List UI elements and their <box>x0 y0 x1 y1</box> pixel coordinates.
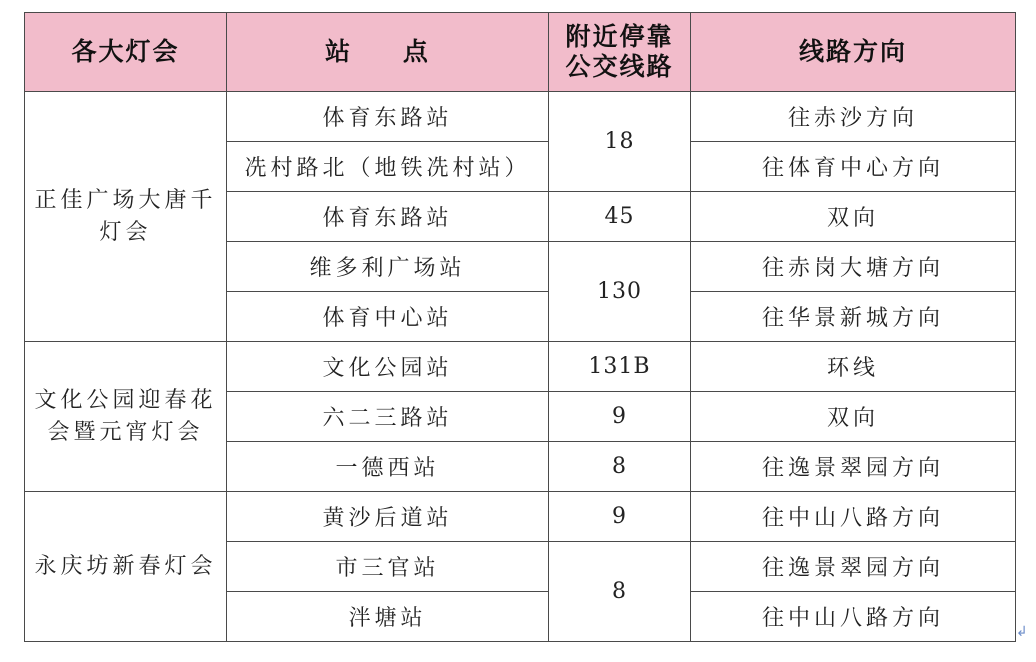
station-cell: 体育东路站 <box>227 192 549 242</box>
station-cell: 黄沙后道站 <box>227 492 549 542</box>
table-row <box>25 492 1016 542</box>
station-cell: 冼村路北（地铁冼村站） <box>227 142 549 192</box>
station-cell: 体育中心站 <box>227 292 549 342</box>
station-cell: 体育东路站 <box>227 92 549 142</box>
header-direction: 线路方向 <box>691 13 1016 92</box>
direction-cell: 往中山八路方向 <box>691 492 1016 542</box>
venue-name-line1: 文化公园迎春花 <box>34 387 217 413</box>
venue-name-line2: 灯会 <box>99 219 152 245</box>
route-cell: 45 <box>549 192 691 242</box>
route-cell: 9 <box>549 392 691 442</box>
venue-name-line2: 会暨元宵灯会 <box>47 419 204 445</box>
route-cell: 9 <box>549 492 691 542</box>
venue-name-line1: 正佳广场大唐千 <box>34 187 217 213</box>
header-route <box>549 13 691 92</box>
direction-cell: 往华景新城方向 <box>691 292 1016 342</box>
station-cell: 泮塘站 <box>227 592 549 642</box>
header-venue: 各大灯会 <box>25 13 227 92</box>
table-row <box>25 92 1016 142</box>
station-cell: 市三官站 <box>227 542 549 592</box>
venue-cell: 永庆坊新春灯会 <box>25 492 227 642</box>
header-route-line2: 公交线路 <box>565 52 674 81</box>
direction-cell: 环线 <box>691 342 1016 392</box>
venue-cell <box>25 92 227 342</box>
venue-cell <box>25 342 227 492</box>
direction-cell: 往体育中心方向 <box>691 142 1016 192</box>
header-route-line1: 附近停靠 <box>565 22 674 51</box>
direction-cell: 往赤沙方向 <box>691 92 1016 142</box>
route-cell: 8 <box>549 442 691 492</box>
direction-cell: 往赤岗大塘方向 <box>691 242 1016 292</box>
route-cell: 130 <box>549 242 691 342</box>
station-cell: 六二三路站 <box>227 392 549 442</box>
paragraph-mark-icon: ↲ <box>1016 624 1028 640</box>
direction-cell: 双向 <box>691 192 1016 242</box>
table-row <box>25 342 1016 392</box>
route-cell: 18 <box>549 92 691 192</box>
table-header-row <box>25 13 1016 92</box>
station-cell: 文化公园站 <box>227 342 549 392</box>
direction-cell: 双向 <box>691 392 1016 442</box>
direction-cell: 往逸景翠园方向 <box>691 442 1016 492</box>
route-cell: 131B <box>549 342 691 392</box>
direction-cell: 往逸景翠园方向 <box>691 542 1016 592</box>
bus-route-table <box>24 12 1016 642</box>
header-station: 站 点 <box>227 13 549 92</box>
station-cell: 维多利广场站 <box>227 242 549 292</box>
route-cell: 8 <box>549 542 691 642</box>
direction-cell: 往中山八路方向 <box>691 592 1016 642</box>
station-cell: 一德西站 <box>227 442 549 492</box>
